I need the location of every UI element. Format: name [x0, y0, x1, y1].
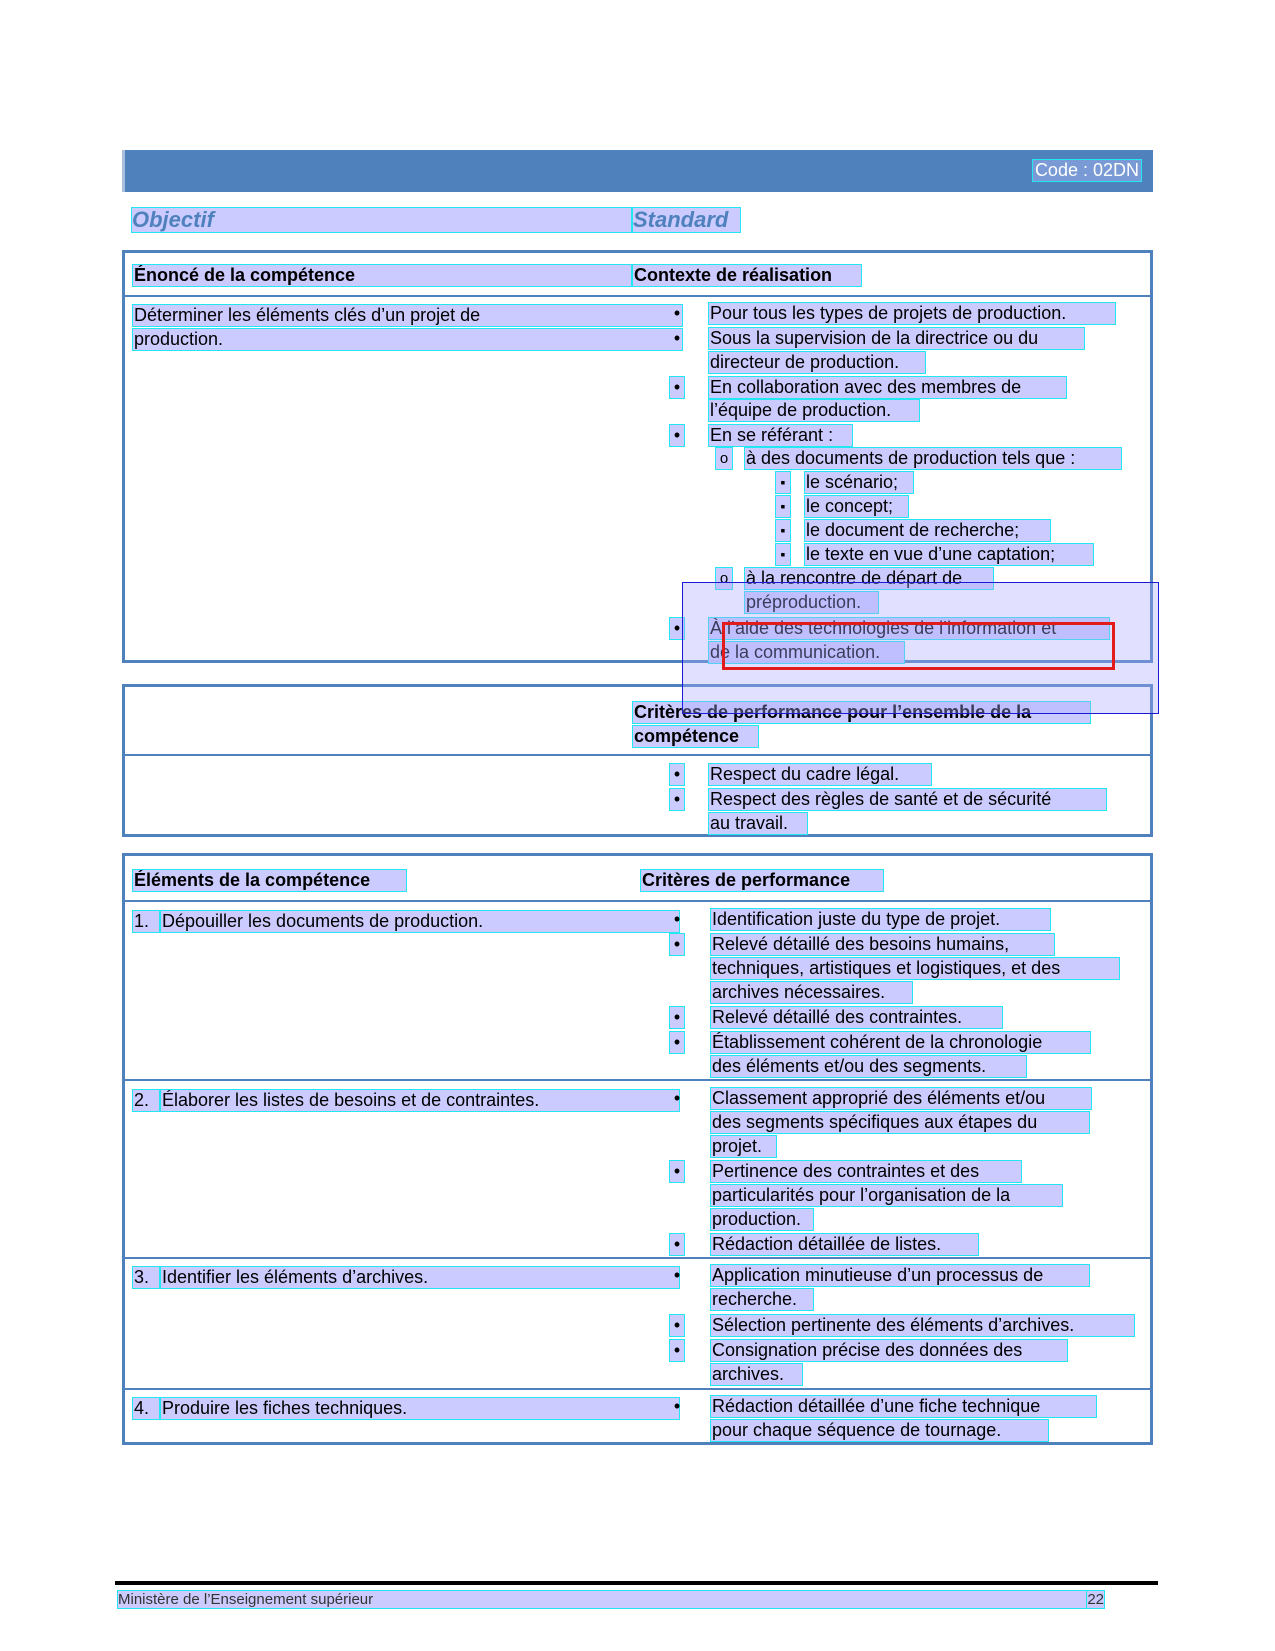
bullet-glyph: • [670, 1161, 684, 1182]
critere-item: pour chaque séquence de tournage. [711, 1420, 1048, 1441]
critere-item: recherche. [711, 1289, 813, 1310]
contexte-item: directeur de production. [709, 352, 925, 373]
square-bullet-glyph: ▪ [776, 544, 790, 565]
element-text: Produire les fiches techniques. [161, 1398, 679, 1419]
critere-item: Rédaction détaillée d’une fiche technique [711, 1396, 1096, 1417]
bullet-glyph: • [670, 1315, 684, 1336]
bullet-glyph: • [670, 1007, 684, 1028]
square-bullet-glyph: ▪ [776, 496, 790, 517]
contexte-subsubitem: le document de recherche; [805, 520, 1050, 541]
bullet-glyph: • [673, 303, 681, 323]
elements-header: Éléments de la compétence [133, 870, 406, 891]
footer-rule [115, 1581, 1158, 1585]
standard-title: Standard [633, 208, 740, 232]
critere-ensemble-item: Respect des règles de santé et de sécurité [709, 789, 1106, 810]
table2-header-divider [125, 754, 1150, 756]
contexte-item: de la communication. [709, 642, 904, 663]
critere-item: techniques, artistiques et logistiques, et des [711, 958, 1119, 979]
contexte-item: En collaboration avec des membres de [709, 377, 1066, 398]
contexte-item: À l’aide des technologies de l’information et [709, 618, 1109, 639]
critere-item: Pertinence des contraintes et des [711, 1161, 1021, 1182]
bullet-glyph: • [670, 377, 684, 398]
critere-item: Consignation précise des données des [711, 1340, 1067, 1361]
element-text: Élaborer les listes de besoins et de contraintes. [161, 1090, 679, 1111]
circle-bullet-glyph: o [716, 448, 732, 469]
critere-ensemble-item: Respect du cadre légal. [709, 764, 931, 785]
critere-item: Relevé détaillé des contraintes. [711, 1007, 1002, 1028]
bullet-glyph: • [673, 1088, 681, 1108]
code-label: Code : 02DN [1034, 160, 1139, 180]
objectif-title: Objectif [132, 208, 631, 232]
table3-header-divider [125, 900, 1150, 902]
element-number: 2. [133, 1090, 159, 1111]
critere-item: Sélection pertinente des éléments d’archives. [711, 1315, 1134, 1336]
critere-item: Application minutieuse d’un processus de [711, 1265, 1089, 1286]
element-text: Identifier les éléments d’archives. [161, 1267, 679, 1288]
square-bullet-glyph: ▪ [776, 472, 790, 493]
enonce-line-2: production. [133, 329, 682, 350]
table3-row-divider [125, 1257, 1150, 1259]
contexte-item: l’équipe de production. [709, 400, 919, 421]
bullet-glyph: • [670, 425, 684, 446]
criteres-header: Critères de performance [641, 870, 883, 891]
critere-item: archives. [711, 1364, 802, 1385]
critere-item: Relevé détaillé des besoins humains, [711, 934, 1054, 955]
contexte-subitem: préproduction. [745, 592, 878, 613]
circle-bullet-glyph: o [716, 568, 732, 589]
critere-item: Classement approprié des éléments et/ou [711, 1088, 1091, 1109]
contexte-subsubitem: le concept; [805, 496, 908, 517]
critere-item: archives nécessaires. [711, 982, 912, 1003]
bullet-glyph: • [670, 934, 684, 955]
critere-item: particularités pour l’organisation de la [711, 1185, 1062, 1206]
contexte-subsubitem: le texte en vue d’une captation; [805, 544, 1093, 565]
contexte-item: En se référant : [709, 425, 852, 446]
footer-page-number: 22 [1087, 1591, 1104, 1608]
contexte-subitem: à des documents de production tels que : [745, 448, 1121, 469]
critere-item: projet. [711, 1136, 776, 1157]
bullet-glyph: • [670, 618, 684, 639]
element-number: 3. [133, 1267, 159, 1288]
critere-item: Identification juste du type de projet. [711, 909, 1050, 930]
enonce-header: Énoncé de la compétence [133, 265, 631, 286]
table1-header-divider [125, 295, 1150, 297]
bullet-glyph: • [673, 909, 681, 929]
bullet-glyph: • [673, 328, 681, 348]
critere-ensemble-item: au travail. [709, 813, 807, 834]
table3-row-divider [125, 1388, 1150, 1390]
bullet-glyph: • [670, 1032, 684, 1053]
footer-ministry: Ministère de l’Enseignement supérieur [118, 1591, 1102, 1608]
contexte-subsubitem: le scénario; [805, 472, 913, 493]
contexte-item: Pour tous les types de projets de production. [709, 303, 1115, 324]
criteres-ensemble-header: Critères de performance pour l’ensemble de la [633, 702, 1090, 723]
element-number: 4. [133, 1398, 159, 1419]
bullet-glyph: • [670, 789, 684, 810]
critere-item: Établissement cohérent de la chronologie [711, 1032, 1090, 1053]
critere-item: des segments spécifiques aux étapes du [711, 1112, 1089, 1133]
square-bullet-glyph: ▪ [776, 520, 790, 541]
critere-item: Rédaction détaillée de listes. [711, 1234, 978, 1255]
bullet-glyph: • [670, 1340, 684, 1361]
critere-item: des éléments et/ou des segments. [711, 1056, 1026, 1077]
header-bar [122, 150, 1153, 192]
critere-item: production. [711, 1209, 813, 1230]
bullet-glyph: • [673, 1396, 681, 1416]
highlight-box [722, 622, 1115, 670]
element-number: 1. [133, 911, 159, 932]
enonce-line-1: Déterminer les éléments clés d’un projet de [133, 305, 682, 326]
criteres-ensemble-header: compétence [633, 726, 758, 747]
contexte-header: Contexte de réalisation [633, 265, 861, 286]
contexte-subitem: à la rencontre de départ de [745, 568, 993, 589]
bullet-glyph: • [673, 1265, 681, 1285]
table3-row-divider [125, 1079, 1150, 1081]
element-text: Dépouiller les documents de production. [161, 911, 679, 932]
contexte-item: Sous la supervision de la directrice ou du [709, 328, 1084, 349]
bullet-glyph: • [670, 764, 684, 785]
bullet-glyph: • [670, 1234, 684, 1255]
